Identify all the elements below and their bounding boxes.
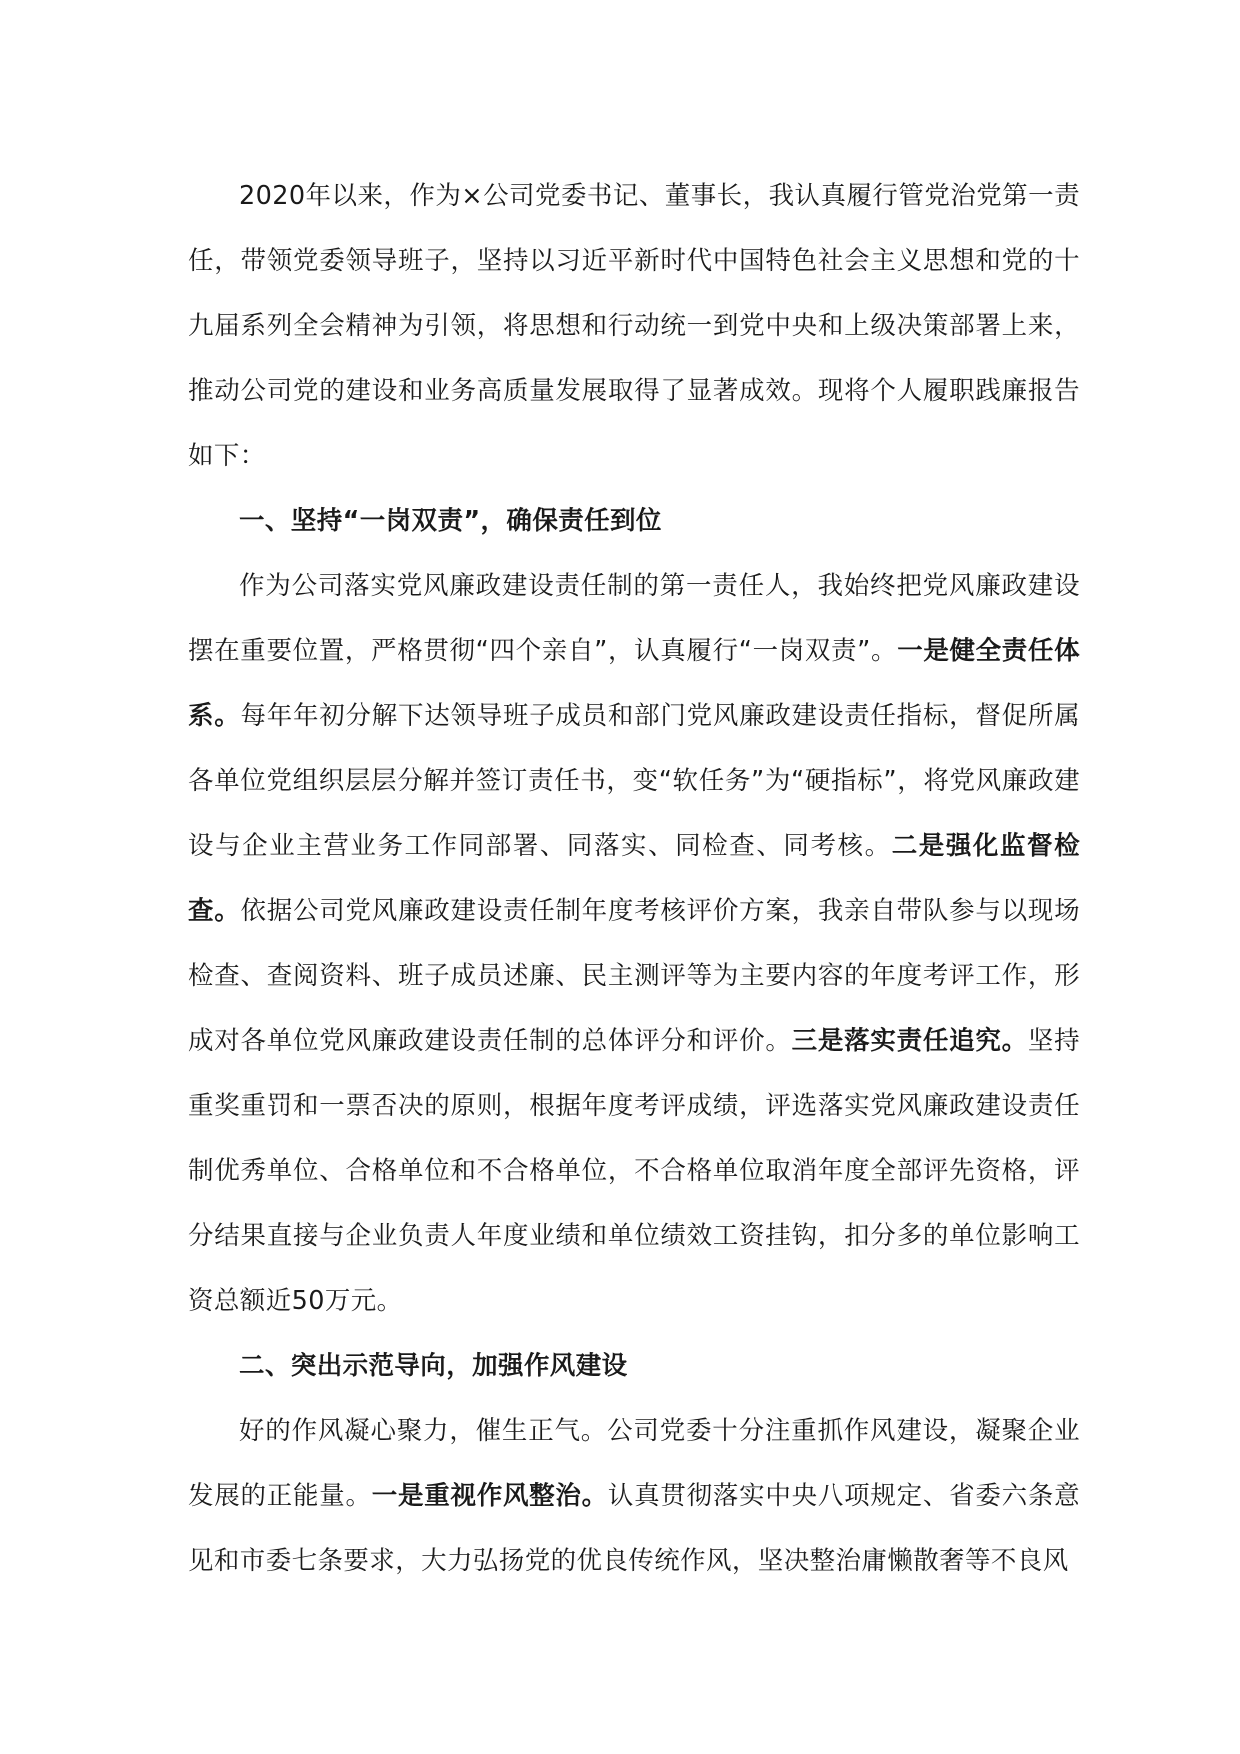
section-1-point-2-text: 依据公司党风廉政建设责任制年度考核评价方案，我亲自带队参与以现场检查、查阅资料、班子成员述廉、民主测评等为主要内容的年度考评工作，形成对各单位党风廉政建设责任制的总体评分和评价。: [188, 896, 1080, 1056]
intro-paragraph: 2020年以来，作为×公司党委书记、董事长，我认真履行管党治党第一责任，带领党委领导班子，坚持以习近平新时代中国特色社会主义思想和党的十九届系列全会精神为引领，将思想和行动统一到党中央和上级决策部署上来，推动公司党的建设和业务高质量发展取得了显著成效。现将个人履职践廉报告如下：: [188, 181, 1080, 471]
section-1-point-1-text: 每年年初分解下达领导班子成员和部门党风廉政建设责任指标，督促所属各单位党组织层层分解并签订责任书，变“软任务”为“硬指标”，将党风廉政建设与企业主营业务工作同部署、同落实、同检查、同考核。: [188, 701, 1080, 861]
section-1-point-2-title: 二是强化监督检查。: [188, 831, 1080, 926]
section-1-heading: 一、坚持“一岗双责”，确保责任到位: [239, 506, 662, 536]
document-page: [188, 164, 1080, 1594]
section-1-point-3-title: 三是落实责任追究。: [791, 1026, 1028, 1056]
section-2-point-1-title: 一是重视作风整治。: [371, 1481, 608, 1511]
section-1-point-1-title: 一是健全责任体系。: [188, 636, 1080, 731]
section-1-intro-text: 作为公司落实党风廉政建设责任制的第一责任人，我始终把党风廉政建设摆在重要位置，严格贯彻“四个亲自”，认真履行“一岗双责”。: [188, 571, 1080, 666]
section-1-paragraph: [188, 554, 1080, 1334]
section-2-intro-text: 好的作风凝心聚力，催生正气。公司党委十分注重抓作风建设，凝聚企业发展的正能量。: [188, 1416, 1080, 1511]
section-1-point-3-text: 坚持重奖重罚和一票否决的原则，根据年度考评成绩，评选落实党风廉政建设责任制优秀单位、合格单位和不合格单位，不合格单位取消年度全部评先资格，评分结果直接与企业负责人年度业绩和单位绩效工资挂钩，扣分多的单位影响工资总额近50万元。: [188, 1026, 1080, 1316]
section-2-paragraph: [188, 1399, 1080, 1594]
section-2-point-1-text: 认真贯彻落实中央八项规定、省委六条意见和市委七条要求，大力弘扬党的优良传统作风，坚决整治庸懒散奢等不良风: [188, 1481, 1080, 1576]
section-2-heading: 二、突出示范导向，加强作风建设: [239, 1351, 628, 1381]
